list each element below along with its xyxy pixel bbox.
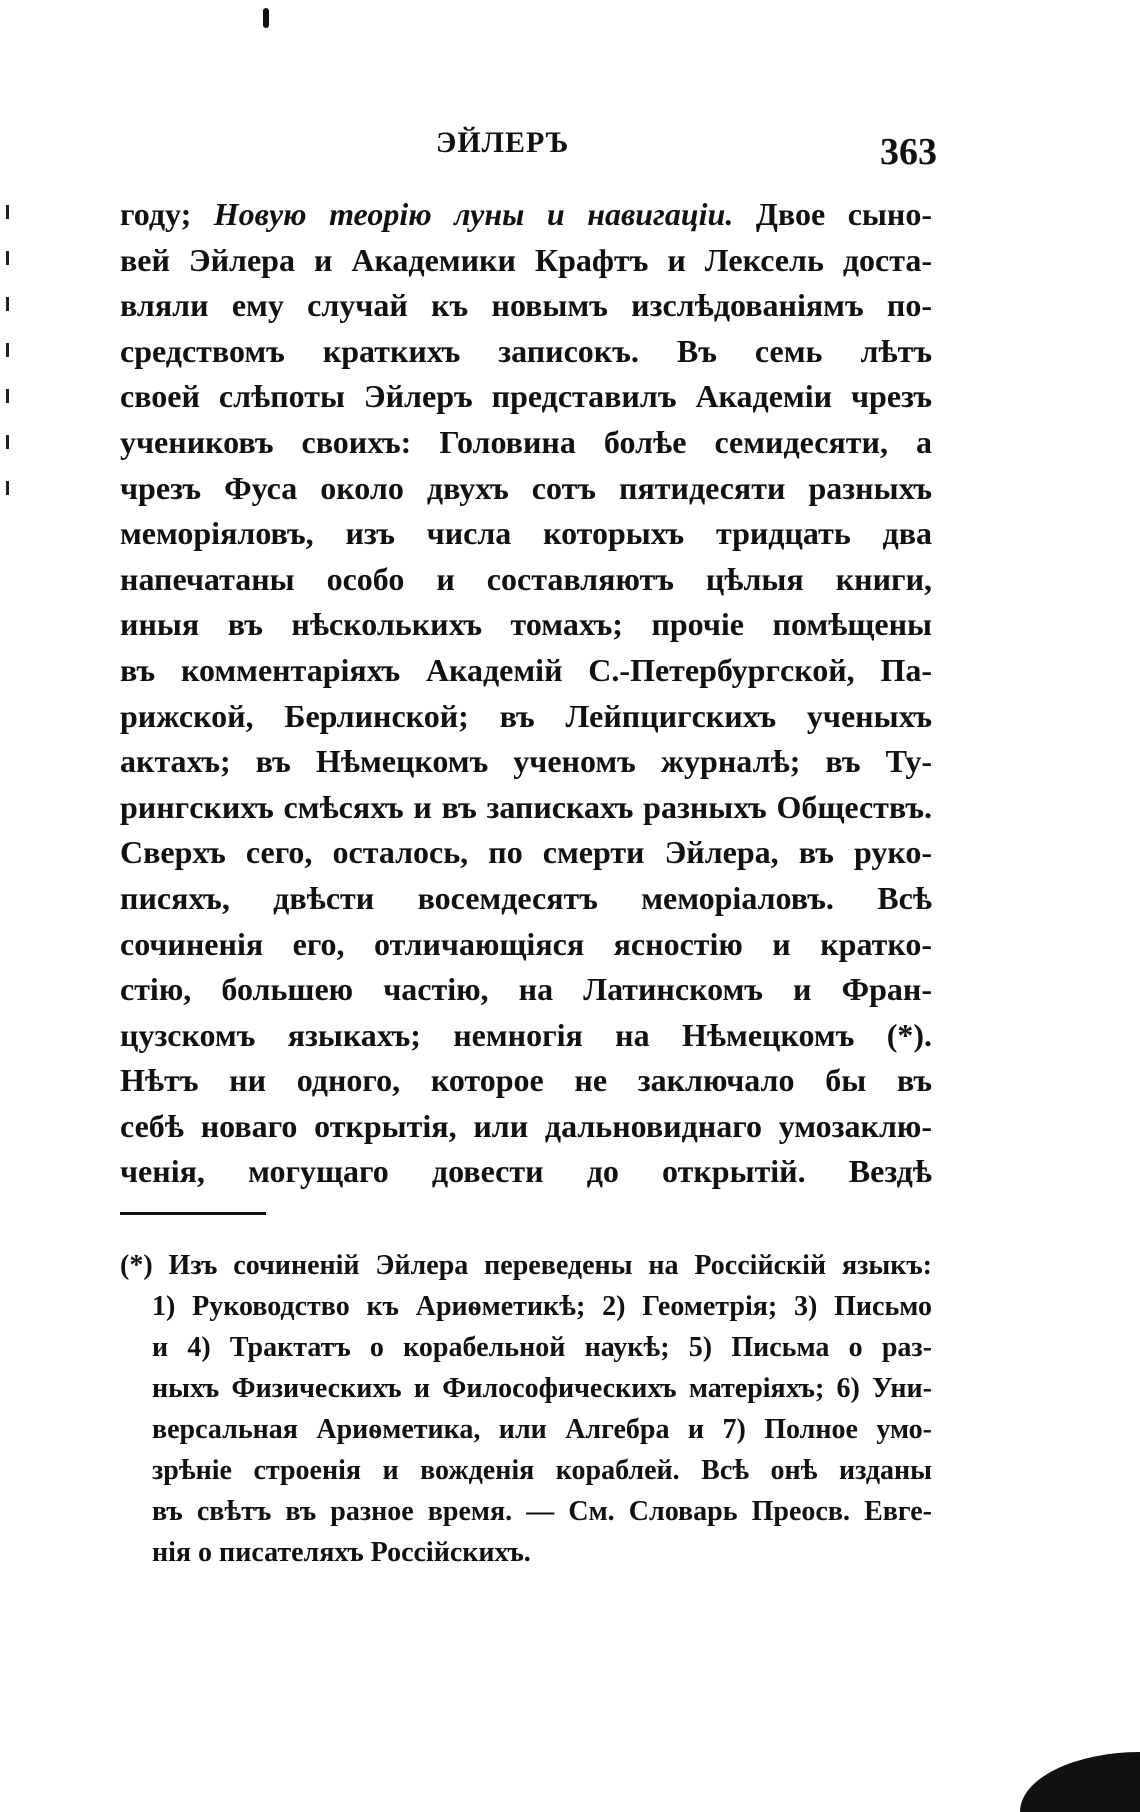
body-line: напечатаны особо и составляютъ цѣлыя книги,	[120, 560, 932, 597]
body-line: учениковъ своихъ: Головина болѣе семидесяти, а	[120, 423, 932, 460]
body-line: актахъ; въ Нѣмецкомъ ученомъ журналѣ; въ Ту-	[120, 743, 932, 780]
body-line: въ комментаріяхъ Академій С.-Петербургской, Па-	[120, 651, 932, 688]
body-line: сочиненія его, отличающіяся ясностію и кратко-	[120, 925, 932, 962]
body-line	[120, 192, 932, 238]
body-text	[120, 192, 932, 1195]
running-head: ЭЙЛЕРЪ	[436, 126, 570, 159]
body-line: чрезъ Фуса около двухъ сотъ пятидесяти разныхъ	[120, 469, 932, 506]
body-line: Нѣтъ ни одного, которое не заключало бы въ	[120, 1062, 932, 1099]
body-line: иныя въ нѣсколькихъ томахъ; прочіе помѣщены	[120, 606, 932, 643]
page-number: 363	[880, 131, 937, 173]
footnote-line: въ свѣтъ въ разное время. — См. Словарь Преосв. Евге-	[152, 1496, 932, 1527]
body-line: рингскихъ смѣсяхъ и въ запискахъ разныхъ Обществъ.	[120, 788, 932, 825]
body-line: ченія, могущаго довести до открытій. Вездѣ	[120, 1153, 932, 1190]
margin-tick	[6, 389, 9, 403]
margin-tick	[6, 297, 9, 311]
body-line: меморіяловъ, изъ числа которыхъ тридцать два	[120, 515, 932, 552]
body-line: рижской, Берлинской; въ Лейпцигскихъ ученыхъ	[120, 697, 932, 734]
footnote-rule	[120, 1212, 266, 1215]
footnote-line: зрѣніе строенія и вожденія кораблей. Всѣ онѣ изданы	[152, 1455, 932, 1486]
margin-tick	[6, 251, 9, 265]
margin-tick	[6, 435, 9, 449]
body-line: вляли ему случай къ новымъ изслѣдованіямъ по-	[120, 287, 932, 324]
body-line: стію, большею частію, на Латинскомъ и Фран-	[120, 971, 932, 1008]
footnote-line: (*) Изъ сочиненій Эйлера переведены на Россійскій языкъ:	[120, 1250, 932, 1281]
margin-tick	[6, 481, 9, 495]
margin-ticks	[6, 205, 12, 527]
line-text: году;	[120, 196, 214, 232]
body-line: писяхъ, двѣсти восемдесятъ меморіаловъ. Всѣ	[120, 879, 932, 916]
footnote-line: нія о писателяхъ Россійскихъ.	[152, 1537, 531, 1568]
corner-ink-blot	[1020, 1752, 1140, 1812]
body-line: Сверхъ сего, осталось, по смерти Эйлера, въ руко-	[120, 834, 932, 871]
footnote-line: ныхъ Физическихъ и Философическихъ матеріяхъ; 6) Уни-	[152, 1373, 932, 1404]
body-line: вей Эйлера и Академики Крафтъ и Лексель доста-	[120, 241, 932, 278]
body-line: цузскомъ языкахъ; немногія на Нѣмецкомъ (*).	[120, 1016, 932, 1053]
footnote-line: 1) Руководство къ Ариѳметикѣ; 2) Геометрія; 3) Письмо	[152, 1291, 932, 1322]
line-text: Двое сыно-	[733, 196, 932, 232]
book-title: Новую теорію луны и навигаціи.	[213, 196, 734, 232]
page-edge-mark	[263, 8, 269, 28]
body-line: своей слѣпоты Эйлеръ представилъ Академіи чрезъ	[120, 378, 932, 415]
margin-tick	[6, 343, 9, 357]
footnote-line: и 4) Трактатъ о корабельной наукѣ; 5) Письма о раз-	[152, 1332, 932, 1363]
margin-tick	[6, 205, 9, 219]
footnote	[120, 1245, 932, 1573]
footnote-line: версальная Ариѳметика, или Алгебра и 7) Полное умо-	[152, 1414, 932, 1445]
body-line: средствомъ краткихъ записокъ. Въ семь лѣтъ	[120, 332, 932, 369]
body-line: себѣ новаго открытія, или дальновиднаго умозаклю-	[120, 1107, 932, 1144]
